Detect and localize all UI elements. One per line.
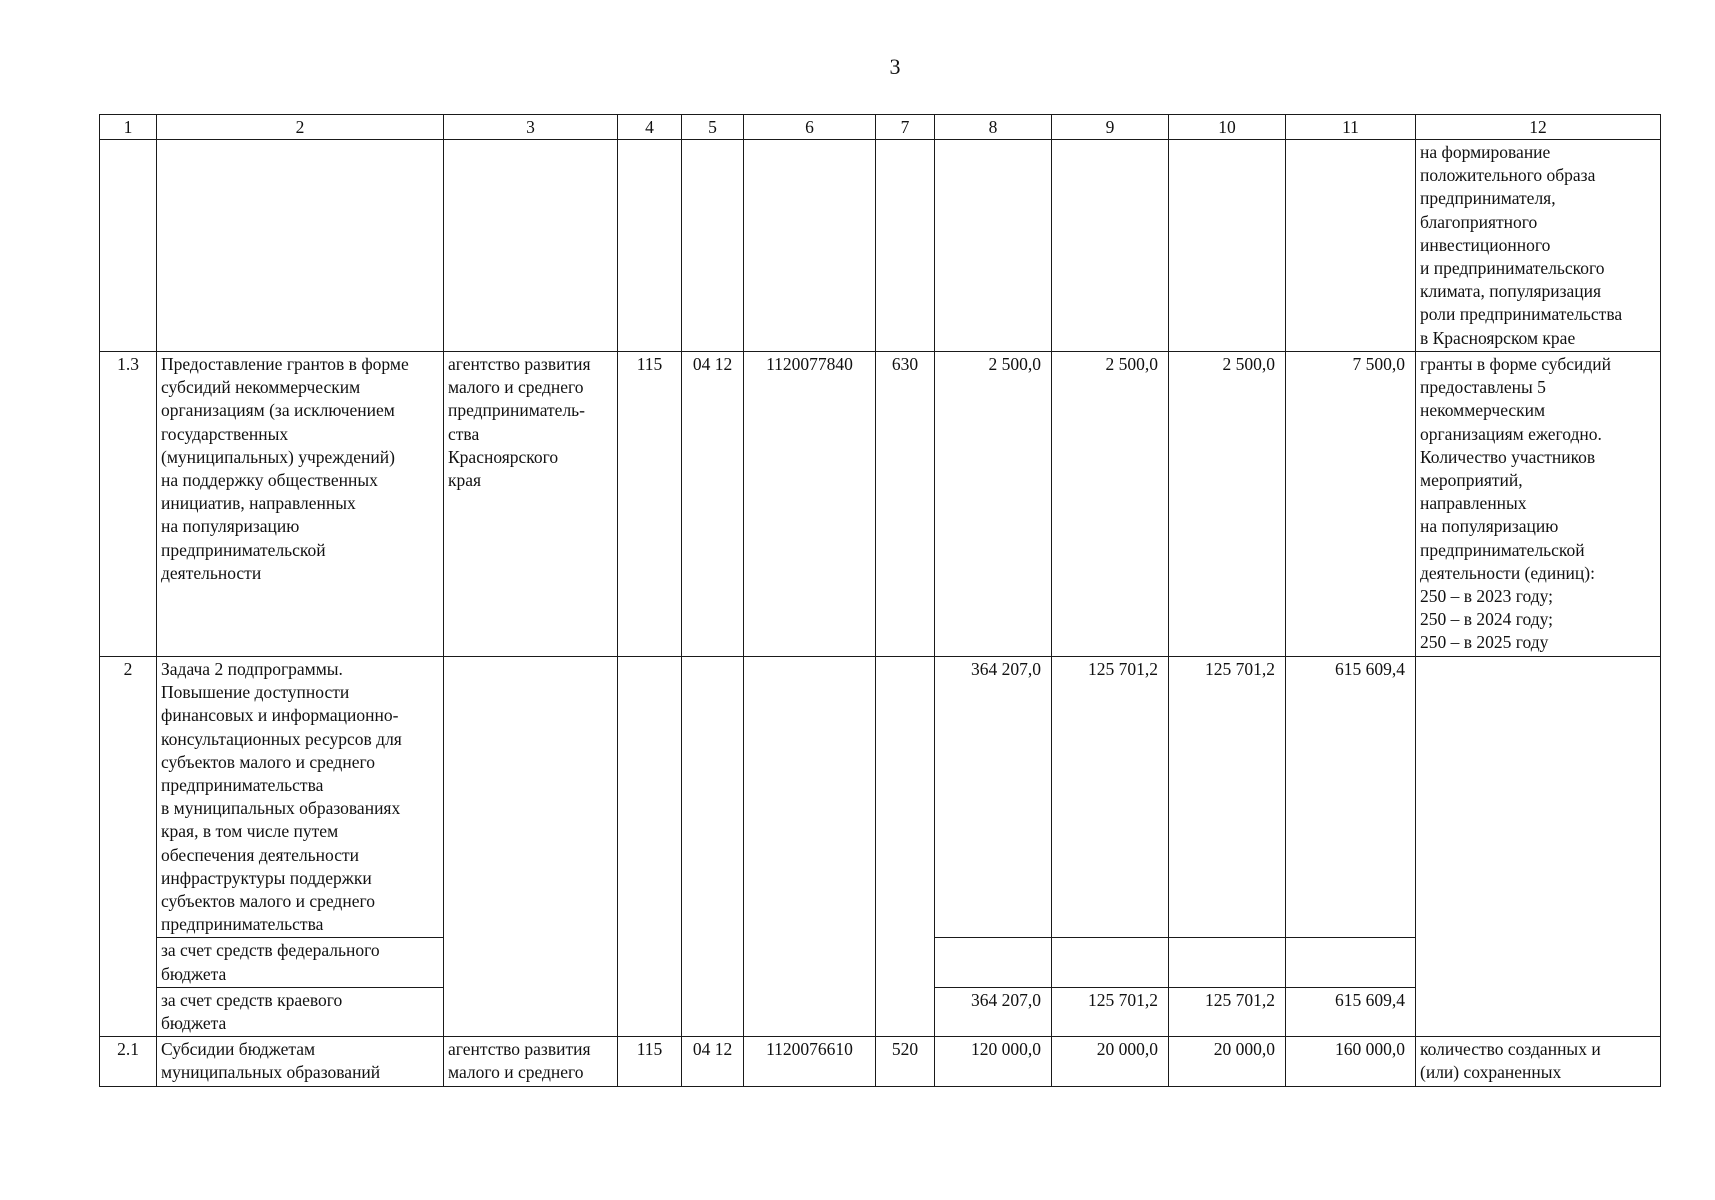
column-number: 8 — [935, 115, 1052, 140]
result-text: на формирование положительного образа предпринимателя, благоприятного инвестиционного и предпринимательского климата, популяризация роли предпринимательства в Красноярском крае — [1416, 140, 1661, 352]
amount-year-1: 2 500,0 — [935, 352, 1052, 657]
column-number: 7 — [876, 115, 935, 140]
column-number: 4 — [618, 115, 682, 140]
empty-cell — [157, 140, 444, 352]
empty-cell — [1052, 140, 1169, 352]
amount-year-2: 20 000,0 — [1052, 1037, 1169, 1086]
amount-year-3: 2 500,0 — [1169, 352, 1286, 657]
amount-year-3: 125 701,2 — [1169, 987, 1286, 1036]
grbs-code: 115 — [618, 1037, 682, 1086]
table-row-1-3 — [100, 352, 1661, 657]
responsible-agency: агентство развития малого и среднего — [444, 1037, 618, 1086]
result-text: количество созданных и (или) сохраненных — [1416, 1037, 1661, 1086]
empty-cell — [1286, 938, 1416, 987]
empty-cell — [444, 140, 618, 352]
column-number: 1 — [100, 115, 157, 140]
column-number: 5 — [682, 115, 744, 140]
empty-cell — [618, 140, 682, 352]
measure-name: Предоставление грантов в форме субсидий некоммерческим организациям (за исключением государственных (муниципальных) учреждений) на поддержку общественных инициатив, направленных на популяризацию предпринимательской деятельности — [157, 352, 444, 657]
column-number: 2 — [157, 115, 444, 140]
empty-cell — [744, 140, 876, 352]
amount-year-1: 364 207,0 — [935, 987, 1052, 1036]
target-article-code: 1120077840 — [744, 352, 876, 657]
empty-cell — [682, 140, 744, 352]
row-number: 2.1 — [100, 1037, 157, 1086]
grbs-code: 115 — [618, 352, 682, 657]
funding-source-federal: за счет средств федерального бюджета — [157, 938, 444, 987]
empty-cell — [935, 938, 1052, 987]
empty-cell — [1052, 938, 1169, 987]
responsible-agency: агентство развития малого и среднего предприниматель- ства Красноярского края — [444, 352, 618, 657]
column-number: 10 — [1169, 115, 1286, 140]
amount-year-2: 125 701,2 — [1052, 657, 1169, 938]
table-row-2 — [100, 657, 1661, 938]
table-row-continuation — [100, 140, 1661, 352]
section-code: 04 12 — [682, 352, 744, 657]
amount-year-2: 2 500,0 — [1052, 352, 1169, 657]
column-number: 12 — [1416, 115, 1661, 140]
empty-cell — [100, 140, 157, 352]
empty-cell — [444, 657, 618, 1037]
empty-cell — [876, 140, 935, 352]
expense-type-code: 630 — [876, 352, 935, 657]
page-number: 3 — [889, 54, 901, 79]
target-article-code: 1120076610 — [744, 1037, 876, 1086]
amount-year-3: 125 701,2 — [1169, 657, 1286, 938]
amount-total: 615 609,4 — [1286, 987, 1416, 1036]
row-number: 1.3 — [100, 352, 157, 657]
amount-year-1: 120 000,0 — [935, 1037, 1052, 1086]
expense-type-code: 520 — [876, 1037, 935, 1086]
empty-cell — [618, 657, 682, 1037]
amount-total: 160 000,0 — [1286, 1037, 1416, 1086]
empty-cell — [935, 140, 1052, 352]
amount-year-3: 20 000,0 — [1169, 1037, 1286, 1086]
empty-cell — [1416, 657, 1661, 1037]
table-row-2-1 — [100, 1037, 1661, 1086]
empty-cell — [1169, 938, 1286, 987]
section-code: 04 12 — [682, 1037, 744, 1086]
amount-total: 615 609,4 — [1286, 657, 1416, 938]
task-name: Задача 2 подпрограммы. Повышение доступности финансовых и информационно- консультационных ресурсов для субъектов малого и среднего предпринимательства в муниципальных образованиях края, в том числе путем обеспечения деятельности инфраструктуры поддержки субъектов малого и среднего предпринимательства — [157, 657, 444, 938]
row-number: 2 — [100, 657, 157, 1037]
empty-cell — [1169, 140, 1286, 352]
amount-year-1: 364 207,0 — [935, 657, 1052, 938]
column-number: 9 — [1052, 115, 1169, 140]
amount-year-2: 125 701,2 — [1052, 987, 1169, 1036]
amount-total: 7 500,0 — [1286, 352, 1416, 657]
empty-cell — [744, 657, 876, 1037]
budget-table — [99, 114, 1661, 1087]
result-text: гранты в форме субсидий предоставлены 5 некоммерческим организациям ежегодно. Количество участников мероприятий, направленных на популяризацию предпринимательской деятельности (единиц): 250 – в 2023 году; 250 – в 2024 году; 250 – в 2025 году — [1416, 352, 1661, 657]
empty-cell — [1286, 140, 1416, 352]
empty-cell — [876, 657, 935, 1037]
empty-cell — [682, 657, 744, 1037]
funding-source-regional: за счет средств краевого бюджета — [157, 987, 444, 1036]
column-number: 3 — [444, 115, 618, 140]
measure-name: Субсидии бюджетам муниципальных образований — [157, 1037, 444, 1086]
column-number: 11 — [1286, 115, 1416, 140]
column-number: 6 — [744, 115, 876, 140]
column-number-row — [100, 115, 1661, 140]
